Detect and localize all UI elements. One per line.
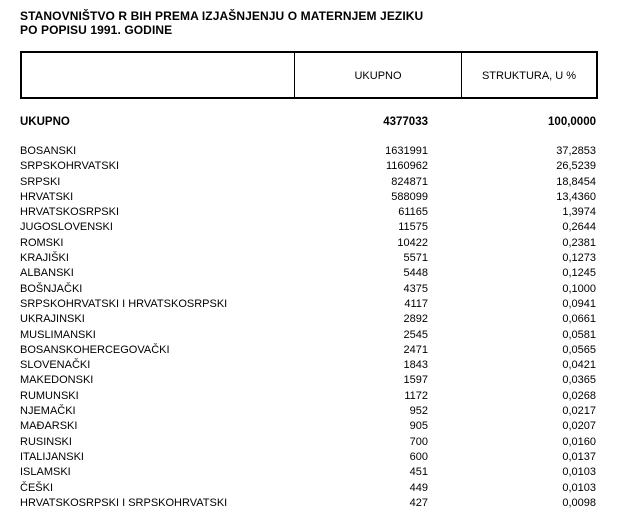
table-row [20, 266, 598, 281]
struktura-value: 0,0941 [562, 297, 596, 310]
ukupno-value: 1160962 [385, 160, 428, 173]
struktura-value: 0,0268 [562, 389, 596, 402]
ukupno-value: 449 [409, 481, 428, 494]
ukupno-value: 4375 [403, 282, 428, 295]
struktura-value: 37,2853 [556, 145, 596, 157]
ukupno-value: 10422 [397, 236, 428, 249]
struktura-value: 0,0217 [562, 405, 596, 418]
language-label: HRVATSKOSRPSKI I SRPSKOHRVATSKI [20, 496, 228, 509]
table-header [20, 51, 598, 99]
ukupno-value: 2471 [403, 343, 428, 356]
language-label: MAKEDONSKI [20, 374, 94, 387]
language-label: ISLAMSKI [20, 466, 71, 479]
table-row [20, 220, 598, 235]
struktura-value: 0,0581 [562, 328, 596, 341]
ukupno-value: 1631991 [385, 145, 428, 157]
table-row [20, 358, 598, 373]
language-label: MAĐARSKI [20, 420, 78, 433]
ukupno-value: 2545 [403, 328, 428, 341]
language-label: ČEŠKI [20, 481, 54, 494]
language-label: SRPSKOHRVATSKI I HRVATSKOSRPSKI [20, 297, 228, 310]
title-line-2: PO POPISU 1991. GODINE [20, 23, 173, 37]
struktura-value: 0,1000 [562, 282, 596, 295]
header-label-column [22, 53, 295, 97]
ukupno-value: 451 [409, 466, 428, 479]
total-struktura: 100,0000 [548, 116, 596, 128]
total-ukupno: 4377033 [383, 116, 428, 128]
table-row [20, 419, 598, 434]
struktura-value: 26,5239 [556, 160, 596, 173]
ukupno-value: 824871 [391, 175, 428, 188]
struktura-value: 0,0661 [562, 313, 596, 326]
table-row [20, 159, 598, 174]
ukupno-value: 1172 [404, 389, 428, 402]
header-ukupno: UKUPNO [295, 53, 462, 97]
title-line-1: STANOVNIŠTVO R BIH PREMA IZJAŠNJENJU O MATERNJEM JEZIKU [20, 9, 424, 23]
table-row [20, 435, 598, 450]
struktura-value: 0,0103 [562, 466, 596, 479]
table-row [20, 465, 598, 480]
struktura-value: 0,0137 [562, 450, 596, 463]
language-label: MUSLIMANSKI [20, 328, 96, 341]
struktura-value: 0,0098 [562, 496, 596, 509]
table-row [20, 236, 598, 251]
struktura-value: 0,0365 [562, 374, 596, 387]
language-label: BOSANSKOHERCEGOVAČKI [20, 343, 170, 356]
ukupno-value: 700 [409, 435, 428, 448]
language-label: JUGOSLOVENSKI [20, 221, 113, 234]
ukupno-value: 5571 [403, 252, 428, 265]
table-row [20, 450, 598, 465]
language-label: KRAJIŠKI [20, 252, 69, 265]
struktura-value: 1,3974 [562, 206, 596, 219]
struktura-value: 0,0160 [562, 435, 596, 448]
struktura-value: 0,1245 [562, 267, 596, 280]
struktura-value: 0,0421 [562, 359, 596, 372]
language-label: HRVATSKOSRPSKI [20, 206, 120, 219]
ukupno-value: 1843 [403, 359, 428, 372]
ukupno-value: 61165 [398, 206, 428, 219]
ukupno-value: 1597 [403, 374, 428, 387]
struktura-value: 13,4360 [556, 190, 596, 203]
language-label: RUSINSKI [20, 435, 72, 448]
table-row [20, 481, 598, 496]
language-label: RUMUNSKI [20, 389, 79, 402]
language-table-body [20, 144, 598, 511]
table-row [20, 190, 598, 205]
ukupno-value: 600 [409, 450, 428, 463]
language-label: BOŠNJAČKI [20, 282, 83, 295]
table-row [20, 496, 598, 511]
ukupno-value: 2892 [403, 313, 428, 326]
language-label: UKRAJINSKI [20, 313, 85, 326]
language-label: SRPSKOHRVATSKI [20, 160, 120, 173]
header-struktura: STRUKTURA, U % [481, 70, 577, 82]
table-row [20, 373, 598, 388]
table-row [20, 404, 598, 419]
ukupno-value: 952 [409, 405, 428, 418]
ukupno-value: 11575 [398, 221, 428, 234]
language-label: ALBANSKI [20, 267, 74, 280]
language-label: HRVATSKI [20, 190, 74, 203]
struktura-value: 0,0207 [562, 420, 596, 433]
ukupno-value: 588099 [391, 190, 428, 203]
struktura-value: 0,0565 [562, 343, 596, 356]
language-label: BOSANSKI [20, 145, 77, 157]
language-label: SLOVENAČKI [20, 359, 91, 372]
language-label: ROMSKI [20, 236, 64, 249]
document-title [20, 9, 423, 37]
struktura-value: 0,2644 [562, 221, 596, 234]
language-label: NJEMAČKI [20, 405, 76, 418]
table-row [20, 312, 598, 327]
ukupno-value: 905 [409, 420, 428, 433]
table-row [20, 297, 598, 312]
total-row [20, 114, 598, 130]
struktura-value: 0,1273 [562, 252, 596, 265]
table-row [20, 251, 598, 266]
ukupno-value: 427 [409, 496, 428, 509]
ukupno-value: 4117 [404, 297, 428, 310]
struktura-value: 0,2381 [562, 236, 596, 249]
struktura-value: 0,0103 [562, 481, 596, 494]
struktura-value: 18,8454 [556, 175, 596, 188]
total-label: UKUPNO [20, 116, 70, 128]
table-row [20, 205, 598, 220]
table-row [20, 343, 598, 358]
table-row [20, 389, 598, 404]
table-row [20, 282, 598, 297]
table-row [20, 144, 598, 159]
ukupno-value: 5448 [403, 267, 428, 280]
language-label: ITALIJANSKI [20, 450, 84, 463]
table-row [20, 328, 598, 343]
language-label: SRPSKI [20, 175, 61, 188]
table-row [20, 175, 598, 190]
